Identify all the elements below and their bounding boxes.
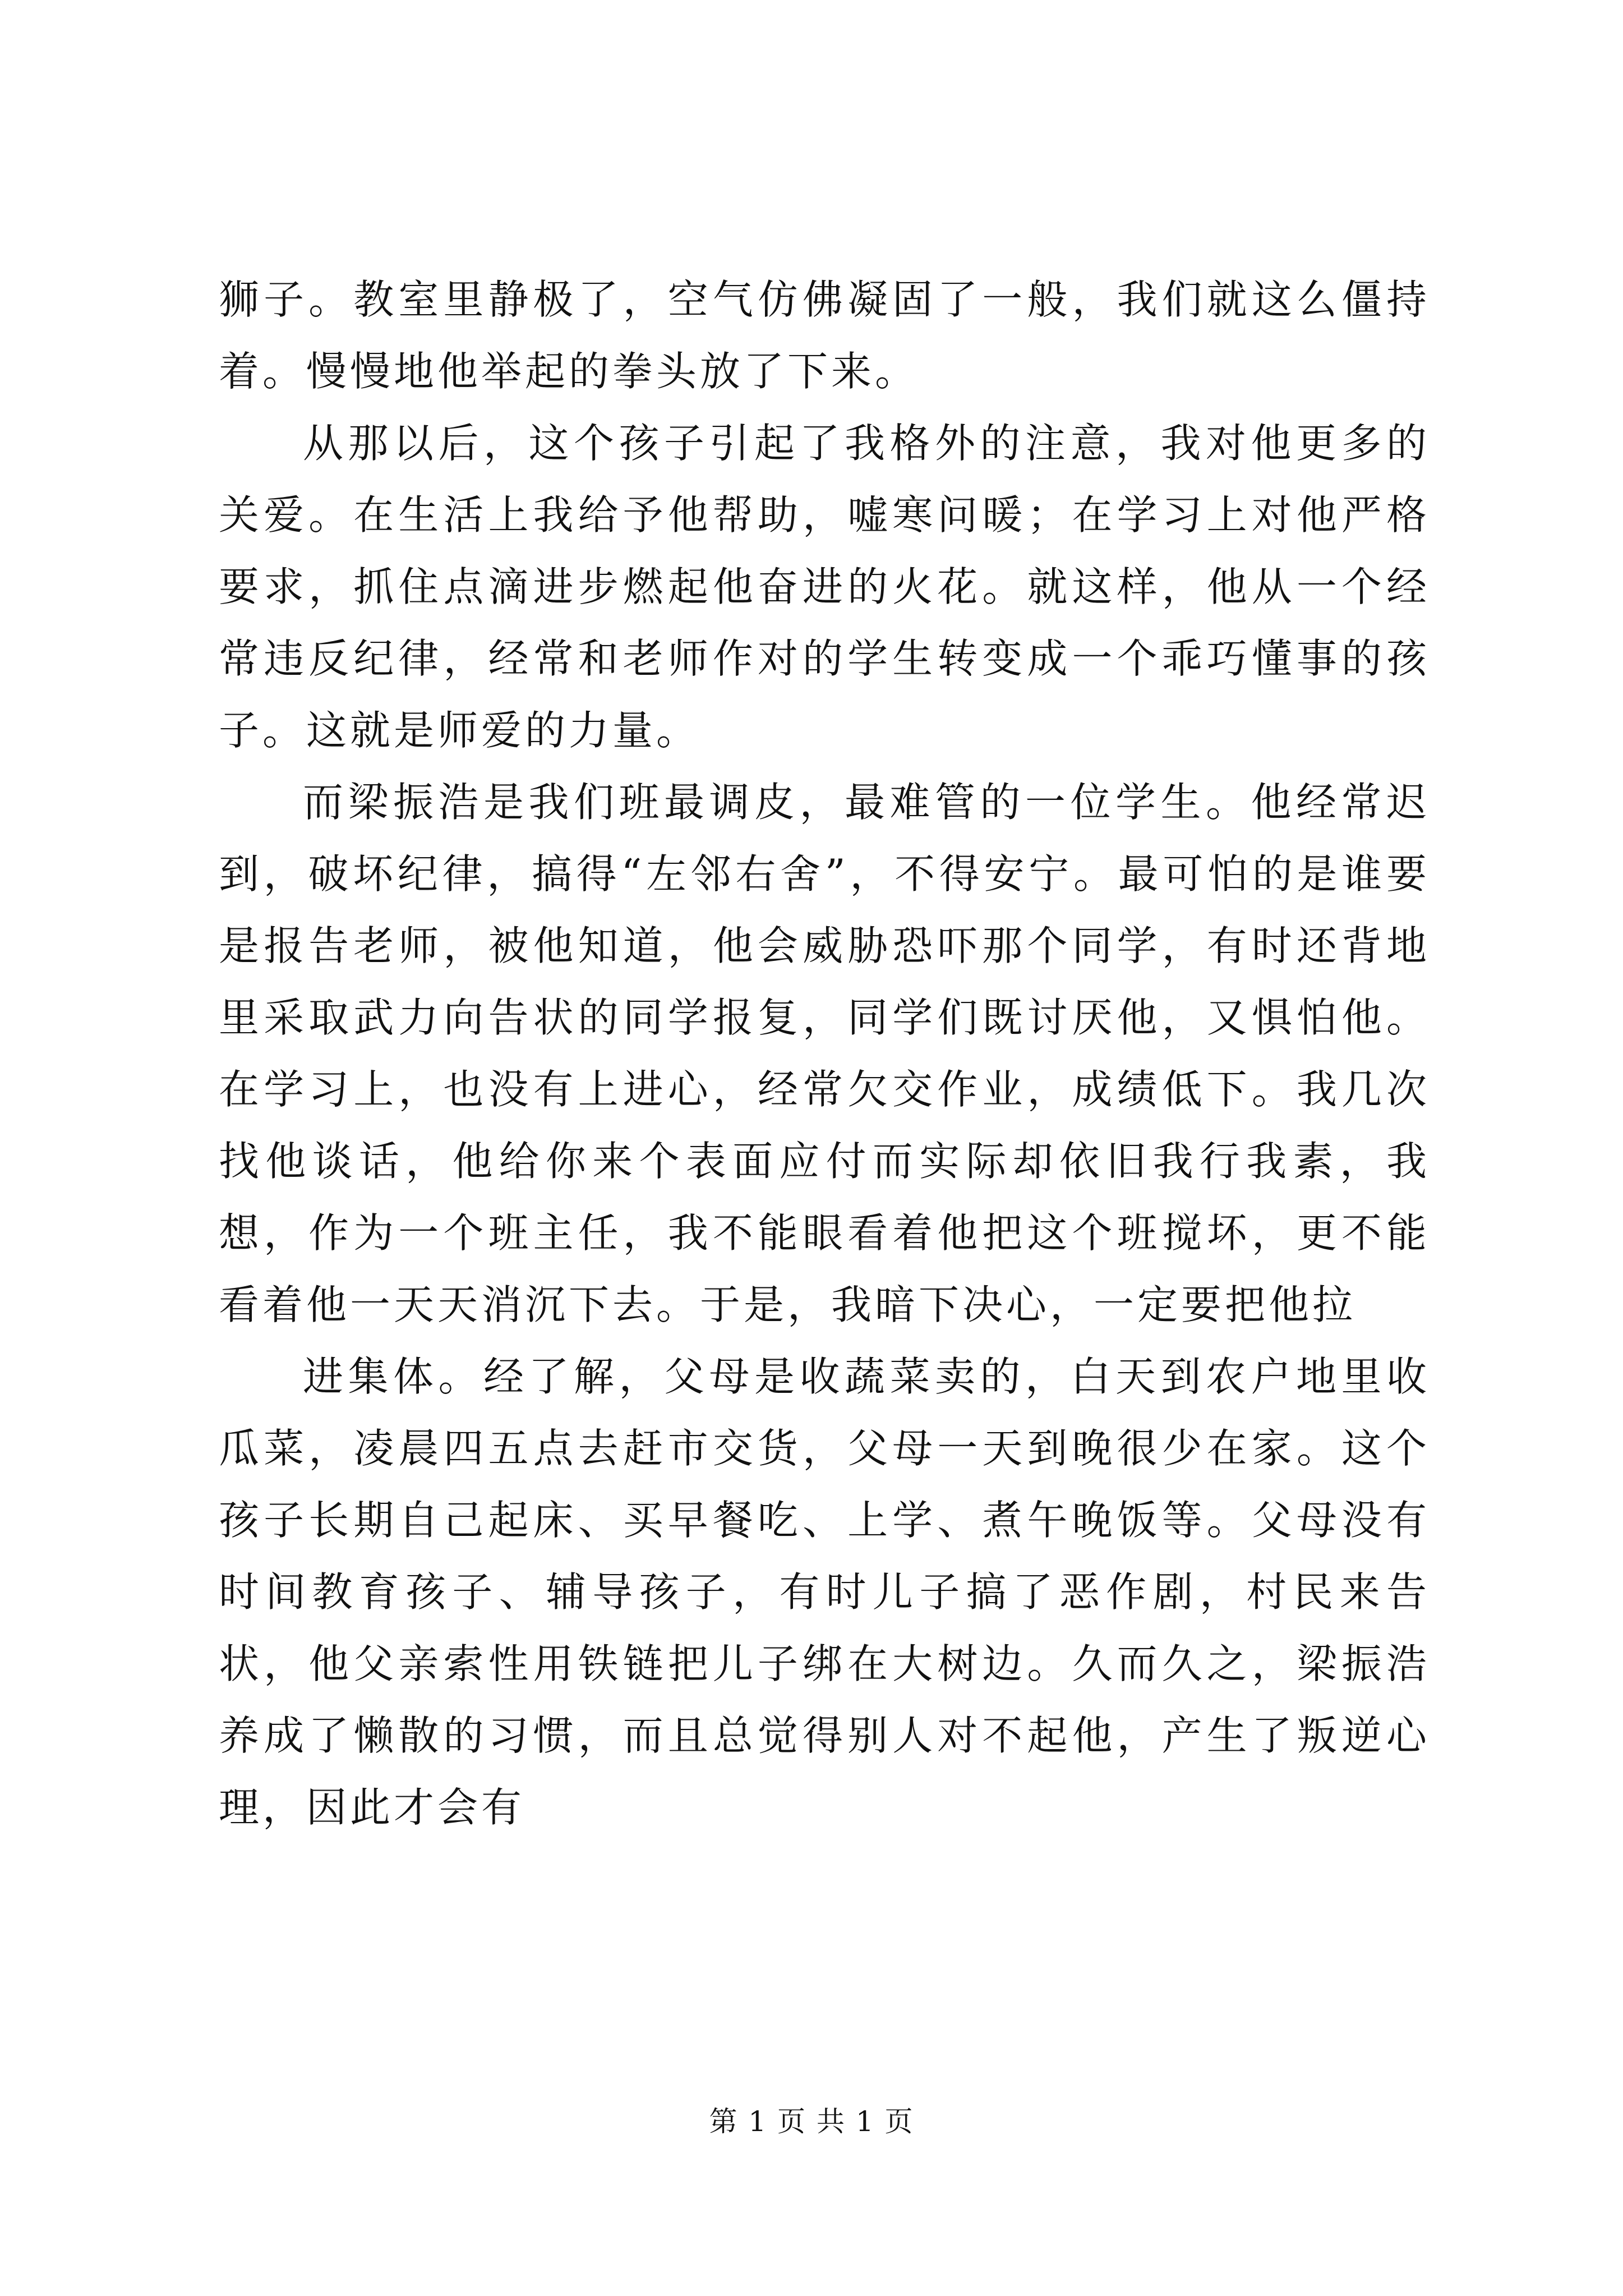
paragraph-3: 而梁振浩是我们班最调皮，最难管的一位学生。他经常迟到，破坏纪律，搞得“左邻右舍”，不得安宁。最可怕的是谁要是报告老师，被他知道，他会威胁恐吓那个同学，有时还背地里采取武力向告状的同学报复，同学们既讨厌他，又惧怕他。在学习上，也没有上进心，经常欠交作业，成绩低下。我几次找他谈话，他给你来个表面应付而实际却依旧我行我素，我想，作为一个班主任，我不能眼看着他把这个班搅坏，更不能看着他一天天消沉下去。于是，我暗下决心，一定要把他拉: [219, 779, 1430, 1328]
page-number-label: 第 1 页 共 1 页: [709, 2105, 914, 2138]
paragraph-1: 狮子。教室里静极了，空气仿佛凝固了一般，我们就这么僵持着。慢慢地他举起的拳头放了下来。: [219, 276, 1430, 395]
paragraph-4: 进集体。经了解，父母是收蔬菜卖的，白天到农户地里收瓜菜，凌晨四五点去赶市交货，父母一天到晚很少在家。这个孩子长期自己起床、买早餐吃、上学、煮午晚饭等。父母没有时间教育孩子、辅导孩子，有时儿子搞了恶作剧，村民来告状，他父亲索性用铁链把儿子绑在大树边。久而久之，梁振浩养成了懒散的习惯，而且总觉得别人对不起他，产生了叛逆心理，因此才会有: [219, 1353, 1430, 1831]
page-footer: [0, 2105, 1623, 2138]
paragraph-2: 从那以后，这个孩子引起了我格外的注意，我对他更多的关爱。在生活上我给予他帮助，嘘寒问暖；在学习上对他严格要求，抓住点滴进步燃起他奋进的火花。就这样，他从一个经常违反纪律，经常和老师作对的学生转变成一个乖巧懂事的孩子。这就是师爱的力量。: [219, 420, 1430, 754]
document-body: [219, 264, 1430, 1843]
